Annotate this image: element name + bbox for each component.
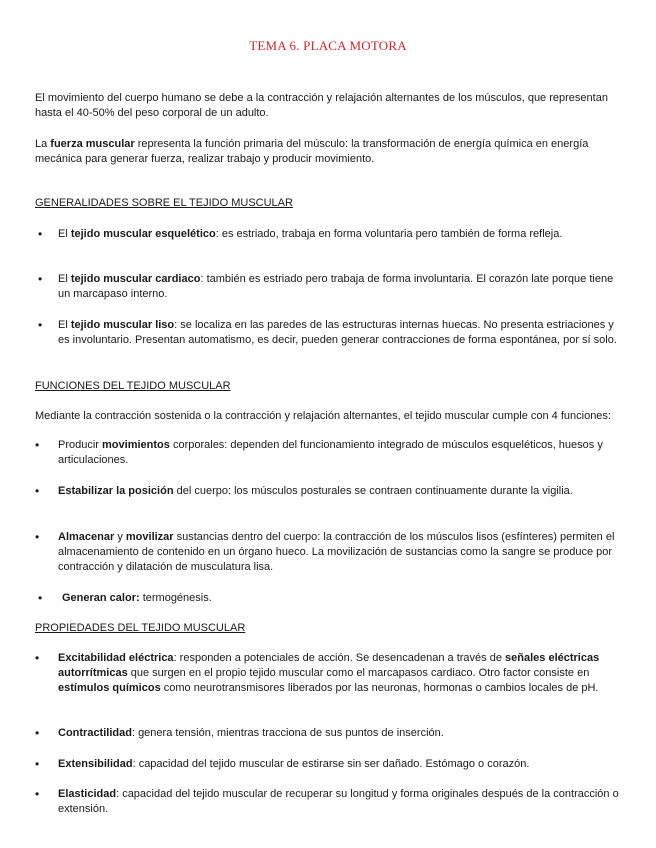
bullet-icon: • — [38, 318, 43, 332]
list-item — [58, 726, 628, 741]
item-text: del cuerpo: los músculos posturales se contraen continuamente durante la vigilia. — [173, 485, 573, 497]
item-term: Generan calor: — [62, 592, 140, 604]
item-pre: El — [58, 228, 71, 240]
item-text: : también es estriado pero trabaja de forma involuntaria. El corazón late porque tiene un marcapaso interno. — [58, 273, 614, 300]
list-item — [58, 272, 628, 302]
list-item — [58, 757, 628, 772]
list-item — [62, 591, 622, 606]
item-term: movimientos — [102, 439, 170, 451]
fuerza-pre: La — [35, 138, 51, 150]
section-heading-funciones: FUNCIONES DEL TEJIDO MUSCULAR — [35, 380, 231, 392]
item-text: sustancias dentro del cuerpo: la contracción de los músculos lisos (esfínteres) permiten el almacenamiento de contenido en un órgano hueco. La movilización de sustancias como la sangre se produce por contracción y dilatación de musculatura lisa. — [58, 531, 615, 573]
bullet-icon: • — [38, 591, 43, 605]
item-text: termogénesis. — [139, 592, 212, 604]
document-title: TEMA 6. PLACA MOTORA — [249, 38, 407, 53]
item-text: como neurotransmisores liberados por las neuronas, hormonas o cambios locales de pH. — [160, 682, 599, 694]
list-item — [58, 484, 628, 499]
section-heading-generalidades: GENERALIDADES SOBRE EL TEJIDO MUSCULAR — [35, 197, 293, 209]
item-text: : se localiza en las paredes de las estructuras internas huecas. No presenta estriaciones y es involuntario. Presentan automatismo, es decir, pueden generar contracciones de forma espontánea, por sí solo. — [58, 319, 617, 346]
list-item — [58, 530, 628, 575]
item-term: Almacenar — [58, 531, 115, 543]
item-pre: El — [58, 319, 71, 331]
item-term: señales eléctricas autorrítmicas — [58, 652, 600, 679]
bullet-icon: • — [35, 651, 40, 665]
item-text: : capacidad del tejido muscular de recuperar su longitud y forma originales después de la contracción o extensión. — [58, 788, 619, 815]
funciones-intro: Mediante la contracción sostenida o la contracción y relajación alternantes, el tejido muscular cumple con 4 funciones: — [35, 410, 611, 422]
item-text: : es estriado, trabaja en forma voluntaria pero también de forma refleja. — [215, 228, 563, 240]
item-term: Elasticidad — [58, 788, 117, 800]
list-item — [58, 438, 618, 468]
bullet-icon: • — [38, 272, 43, 286]
item-pre: El — [58, 273, 71, 285]
fuerza-text: representa la función primaria del músculo: la transformación de energía química en energía mecánica para generar fuerza, realizar trabajo y producir movimiento. — [35, 138, 589, 165]
item-term: Estabilizar la posición — [58, 485, 174, 497]
item-term: movilizar — [125, 531, 174, 543]
bullet-icon: • — [35, 726, 40, 740]
item-text: : genera tensión, mientras tracciona de sus puntos de inserción. — [131, 727, 444, 739]
item-term: tejido muscular liso — [70, 319, 175, 331]
list-item — [58, 787, 628, 817]
item-text: corporales: dependen del funcionamiento integrado de músculos esqueléticos, huesos y articulaciones. — [58, 439, 603, 466]
fuerza-paragraph — [35, 137, 627, 167]
bullet-icon: • — [35, 757, 40, 771]
list-item — [58, 651, 628, 696]
item-term: tejido muscular cardiaco — [70, 273, 201, 285]
item-term: Contractilidad — [58, 727, 132, 739]
item-term: estímulos químicos — [58, 682, 161, 694]
item-text: que surgen en el propio tejido muscular como el marcapasos cardiaco. Otro factor consiste en — [127, 667, 590, 679]
list-item — [58, 318, 628, 348]
section-heading-propiedades: PROPIEDADES DEL TEJIDO MUSCULAR — [35, 622, 246, 634]
item-term: Excitabilidad eléctrica — [58, 652, 174, 664]
item-pre: Producir — [58, 439, 103, 451]
bullet-icon: • — [35, 787, 40, 801]
bullet-icon: • — [35, 530, 40, 544]
item-term: Extensibilidad — [58, 758, 133, 770]
fuerza-term: fuerza muscular — [50, 138, 135, 150]
bullet-icon: • — [35, 438, 40, 452]
intro-paragraph — [35, 91, 627, 121]
item-mid: y — [114, 531, 126, 543]
item-term: tejido muscular esquelético — [70, 228, 216, 240]
intro-text: El movimiento del cuerpo humano se debe a la contracción y relajación alternantes de los músculos, que representan hasta el 40-50% del peso corporal de un adulto. — [35, 92, 608, 119]
list-item — [58, 227, 618, 242]
item-text: : capacidad del tejido muscular de estirarse sin ser dañado. Estómago o corazón. — [132, 758, 530, 770]
bullet-icon: • — [38, 227, 43, 241]
item-text: : responden a potenciales de acción. Se desencadenan a través de — [173, 652, 506, 664]
bullet-icon: • — [35, 484, 40, 498]
